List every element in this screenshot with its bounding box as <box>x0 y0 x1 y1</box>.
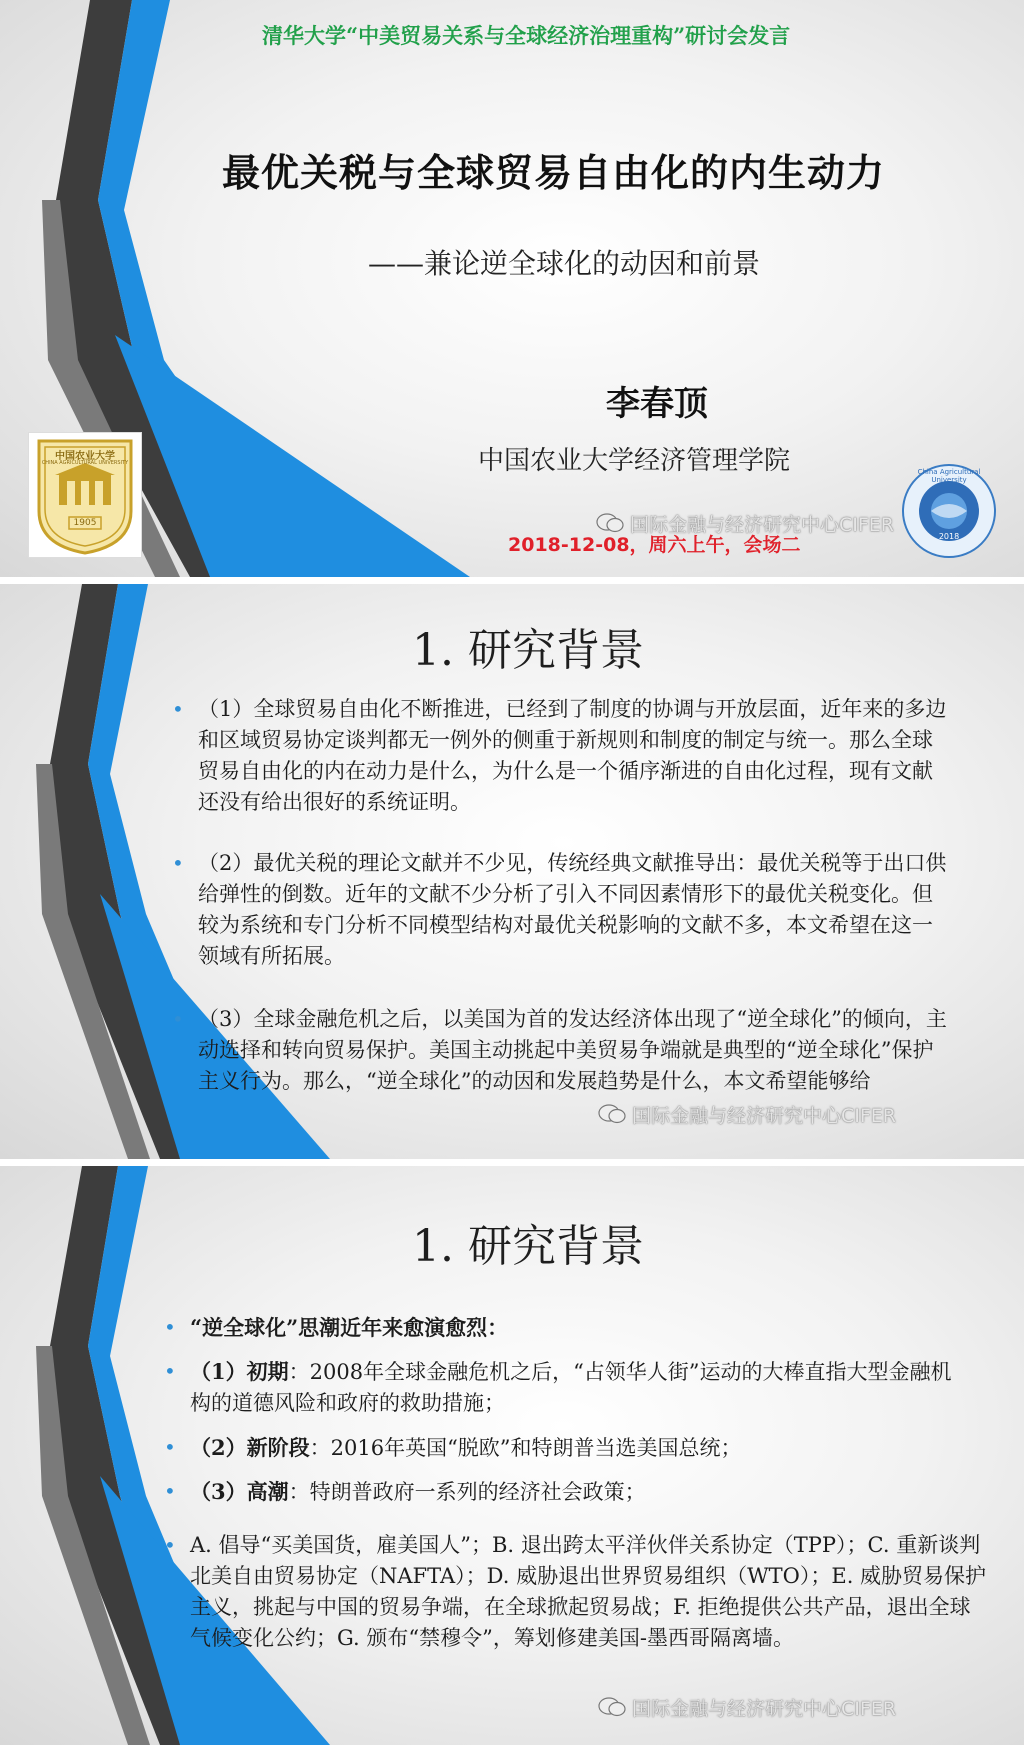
bullet-dot-icon: • <box>172 697 184 721</box>
bullet-dot-icon: • <box>164 1533 176 1557</box>
watermark <box>598 1694 896 1723</box>
bullet-dot-icon: • <box>164 1315 176 1339</box>
trend-stage-2: • （2）新阶段：2016年英国“脱欧”和特朗普当选美国总统； <box>190 1432 970 1464</box>
wechat-icon <box>596 512 624 539</box>
author-name: 李春顶 <box>606 384 708 424</box>
bullet-dot-icon: • <box>164 1479 176 1503</box>
background-point-3: • （3）全球金融危机之后，以美国为首的发达经济体出现了“逆全球化”的倾向，主动选择和转向贸易保护。美国主动挑起中美贸易争端就是典型的“逆全球化”保护主义行为。那么，“逆全球化”的动因和发展趋势是什么，本文希望能够给 <box>198 1004 948 1097</box>
logo-year: 1905 <box>73 518 97 528</box>
university-logo <box>28 432 142 558</box>
title-slide <box>0 0 1024 577</box>
seal-text: China Agricultural University <box>917 468 981 484</box>
watermark <box>598 1101 896 1130</box>
watermark <box>596 510 894 539</box>
seal-year: 2018 <box>938 532 960 541</box>
watermark-text: 国际金融与经济研究中心CIFER <box>630 514 895 536</box>
trump-policies: • A. 倡导“买美国货，雇美国人”；B. 退出跨太平洋伙伴关系协定（TPP）；C. 重新谈判北美自由贸易协定（NAFTA）；D. 威胁退出世界贸易组织（WTO）；E. 威胁贸易保护主义，挑起与中国的贸易争端，在全球掀起贸易战；F. 拒绝提供公共产品，退出全球气候变化公约；G. 颁布“禁穆令”，筹划修建美国-墨西哥隔离墙。 <box>190 1530 990 1654</box>
bullet-dot-icon: • <box>172 1007 184 1031</box>
bullet-dot-icon: • <box>164 1359 176 1383</box>
slide-title: 1. 研究背景 <box>412 625 644 676</box>
watermark-text: 国际金融与经济研究中心CIFER <box>632 1698 897 1720</box>
trend-stage-1: • （1）初期：2008年全球金融危机之后，“占领华人街”运动的大棒直指大型金融机构的道德风险和政府的救助措施； <box>190 1356 970 1419</box>
conference-seal <box>900 462 998 560</box>
author-affiliation: 中国农业大学经济管理学院 <box>478 446 791 476</box>
bullet-dot-icon: • <box>164 1435 176 1459</box>
logo-english-name: CHINA AGRICULTURAL UNIVERSITY <box>41 460 129 466</box>
slide-decoration <box>0 0 1024 577</box>
slide-main-title: 最优关税与全球贸易自由化的内生动力 <box>222 150 886 195</box>
wechat-icon <box>598 1696 626 1723</box>
watermark-text: 国际金融与经济研究中心CIFER <box>632 1105 897 1127</box>
conference-header: 清华大学“中美贸易关系与全球经济治理重构”研讨会发言 <box>262 23 791 48</box>
logo-chinese-name: 中国农业大学 <box>55 451 115 462</box>
background-point-2: • （2）最优关税的理论文献并不少见，传统经典文献推导出：最优关税等于出口供给弹性的倒数。近年的文献不少分析了引入不同因素情形下的最优关税变化。但较为系统和专门分析不同模型结构对最优关税影响的文献不多，本文希望在这一领域有所拓展。 <box>198 848 948 972</box>
background-slide-2 <box>0 1166 1024 1745</box>
slide-title: 1. 研究背景 <box>412 1221 644 1272</box>
background-point-1: • （1）全球贸易自由化不断推进，已经到了制度的协调与开放层面，近年来的多边和区域贸易协定谈判都无一例外的侧重于新规则和制度的制定与统一。那么全球贸易自由化的内在动力是什么，为什么是一个循序渐进的自由化过程，现有文献还没有给出很好的系统证明。 <box>198 694 948 818</box>
presentation-date: 2018-12-08，周六上午，会场二 <box>508 534 801 556</box>
bullet-dot-icon: • <box>172 851 184 875</box>
trend-stage-3: • （3）高潮：特朗普政府一系列的经济社会政策； <box>190 1476 970 1508</box>
slide-subtitle: ——兼论逆全球化的动因和前景 <box>368 247 761 280</box>
trend-intro: • “逆全球化”思潮近年来愈演愈烈： <box>190 1312 970 1344</box>
background-slide-1 <box>0 584 1024 1159</box>
wechat-icon <box>598 1103 626 1130</box>
